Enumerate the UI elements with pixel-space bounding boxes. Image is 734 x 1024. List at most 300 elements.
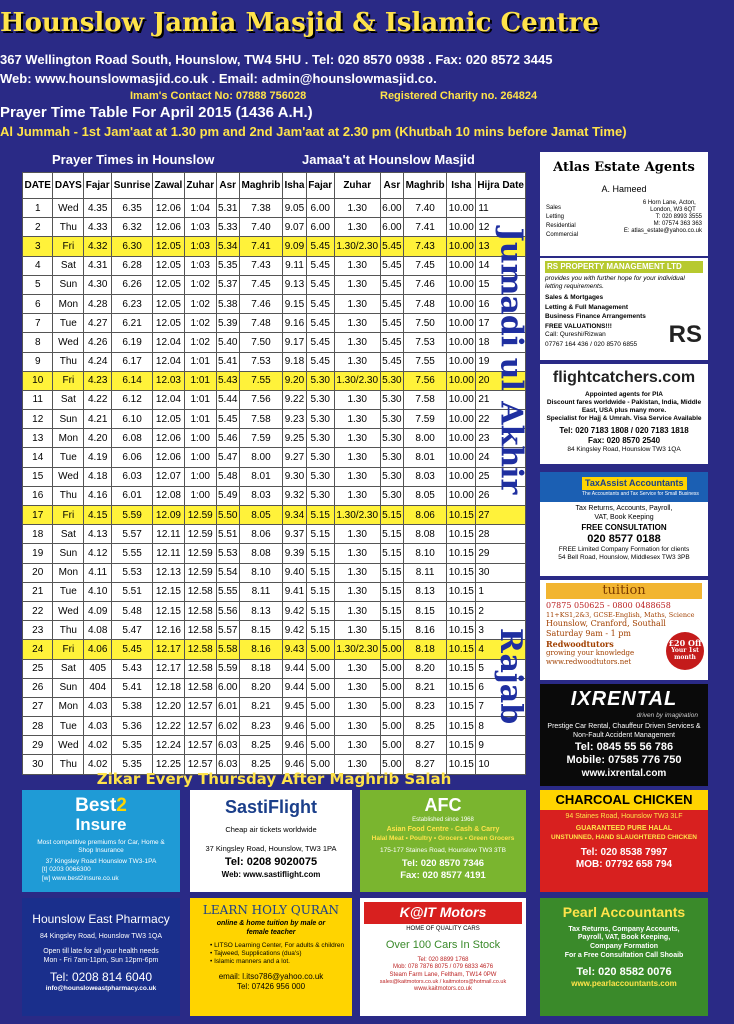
ad-afc-tel: Tel: 020 8570 7346 (401, 858, 485, 869)
ad-flight-address: 84 Kingsley Road, Hounslow TW3 1QA (567, 445, 681, 453)
table-cell: 4.24 (84, 352, 112, 371)
table-cell: 12.04 (153, 333, 185, 352)
ad-sastiflight[interactable] (190, 790, 352, 892)
table-cell: 26 (23, 678, 53, 697)
table-cell: 12.04 (153, 390, 185, 409)
table-cell: 12.59 (184, 563, 216, 582)
ad-pearl-name: Pearl Accountants (562, 904, 686, 920)
table-cell: 1.30 (334, 256, 380, 275)
table-cell: Wed (53, 601, 84, 620)
table-cell: 5.30 (380, 448, 403, 467)
table-cell: 10.15 (447, 755, 476, 774)
table-cell: 1:03 (184, 218, 216, 237)
table-cell: 1:00 (184, 467, 216, 486)
table-cell: 8.01 (404, 448, 447, 467)
table-cell: 7.38 (239, 199, 282, 218)
table-cell: 11 (23, 390, 53, 409)
ad-pharmacy-hours: Mon - Fri 7am-11pm, Sun 12pm-6pm (43, 956, 159, 964)
table-cell: 9.32 (283, 486, 307, 505)
ad-taxassist-address: 54 Bell Road, Hounslow, Middlesex TW3 3PB (558, 554, 690, 562)
table-row (23, 314, 526, 333)
table-cell: 9.27 (283, 448, 307, 467)
column-header: Hijra Date (476, 173, 526, 199)
table-cell: 10.00 (447, 352, 476, 371)
table-cell: 8.20 (239, 678, 282, 697)
table-cell: 5.30 (306, 429, 334, 448)
ad-atlas-name: Atlas Estate Agents (553, 160, 695, 175)
table-cell: 12.15 (153, 582, 185, 601)
ad-quran-tel: Tel: 07426 956 000 (236, 981, 306, 991)
table-cell: 6.32 (112, 218, 153, 237)
table-cell: 1:01 (184, 371, 216, 390)
table-cell: 8 (23, 333, 53, 352)
table-cell: 5.53 (112, 563, 153, 582)
table-cell: 10.15 (447, 525, 476, 544)
ad-atlas-items (546, 200, 578, 240)
table-row (23, 429, 526, 448)
table-cell: 8.25 (239, 755, 282, 774)
table-cell: 13 (476, 237, 526, 256)
table-cell: 10.00 (447, 486, 476, 505)
table-cell: 6.00 (306, 199, 334, 218)
table-cell: 12.06 (153, 448, 185, 467)
ad-best2insure-tag: Most competitive premiums for Car, Home & Shop Insurance (37, 839, 165, 855)
table-cell: 7.50 (239, 333, 282, 352)
table-cell: 1.30 (334, 601, 380, 620)
table-cell: 12.05 (153, 275, 185, 294)
table-cell: 5.49 (216, 486, 239, 505)
table-cell: 10.15 (447, 582, 476, 601)
table-cell: 1:03 (184, 237, 216, 256)
table-cell: 5.15 (380, 506, 403, 525)
table-cell: 8.21 (239, 697, 282, 716)
table-cell: 6.03 (112, 467, 153, 486)
table-cell: 2 (476, 601, 526, 620)
table-row (23, 640, 526, 659)
table-cell: 4.31 (84, 256, 112, 275)
table-cell: 1.30 (334, 678, 380, 697)
table-cell: 5.30 (380, 429, 403, 448)
table-cell: 5.00 (306, 678, 334, 697)
table-cell: 5.30 (306, 390, 334, 409)
table-cell: 12.05 (153, 237, 185, 256)
ad-best2insure-name2: 2 (116, 795, 127, 816)
ad-ixrental-web: www.ixrental.com (581, 768, 667, 780)
ad-kit-name: K@IT Motors (364, 902, 522, 924)
table-cell: 5.45 (380, 275, 403, 294)
table-cell: 10.00 (447, 390, 476, 409)
table-cell: Wed (53, 736, 84, 755)
table-cell: 4.08 (84, 621, 112, 640)
list-item: Commercial (546, 231, 579, 238)
table-row (23, 199, 526, 218)
table-cell: Sat (53, 390, 84, 409)
table-cell: 30 (476, 563, 526, 582)
table-cell: 8.06 (239, 525, 282, 544)
table-row (23, 294, 526, 313)
column-header: Fajar (306, 173, 334, 199)
table-cell: 9 (476, 736, 526, 755)
table-cell: 10.15 (447, 678, 476, 697)
table-cell: 5.45 (380, 314, 403, 333)
table-cell: 10.00 (447, 294, 476, 313)
ad-flightcatchers[interactable] (540, 364, 708, 464)
table-cell: 5.15 (380, 621, 403, 640)
table-cell: 1.30 (334, 582, 380, 601)
ad-sasti-address: 37 Kingsley Road, Hounslow, TW3 1PA (205, 843, 337, 853)
table-cell: 5.45 (380, 237, 403, 256)
table-row (23, 697, 526, 716)
table-cell: 10.15 (447, 697, 476, 716)
table-cell: 4.03 (84, 717, 112, 736)
table-cell: Tue (53, 314, 84, 333)
table-cell: 1.30 (334, 352, 380, 371)
ad-afc-items: Halal Meat • Poultry • Grocers • Green Grocers (371, 834, 515, 842)
ad-charcoal-chicken[interactable] (540, 790, 708, 892)
ad-kait-motors[interactable] (360, 898, 526, 1016)
list-item: • Islamic manners and a lot. (210, 957, 290, 965)
table-cell: 5.50 (216, 506, 239, 525)
table-cell: 8.27 (404, 755, 447, 774)
table-cell: 5.38 (216, 294, 239, 313)
table-cell: 5.53 (216, 544, 239, 563)
table-cell: 1.30/2.30 (334, 506, 380, 525)
table-cell: 4.11 (84, 563, 112, 582)
table-cell: 9.09 (283, 237, 307, 256)
ad-afc-desc: Asian Food Centre - Cash & Carry (386, 826, 500, 833)
ad-tuition-web: www.redwoodtutors.net (546, 658, 632, 667)
table-cell: 4.20 (84, 429, 112, 448)
table-cell: 1:02 (184, 314, 216, 333)
table-cell: 24 (23, 640, 53, 659)
table-cell: 3 (476, 621, 526, 640)
table-cell: 5.37 (216, 275, 239, 294)
table-cell: 12.08 (153, 486, 185, 505)
table-cell: 5.00 (380, 697, 403, 716)
ad-taxassist-lines (540, 505, 708, 523)
ad-flight-tel: Tel: 020 7183 1808 / 020 7183 1818 (559, 425, 689, 435)
table-cell: 7 (23, 314, 53, 333)
table-cell: 5.00 (380, 736, 403, 755)
table-cell: 7.56 (404, 371, 447, 390)
table-row (23, 390, 526, 409)
table-cell: 8.15 (239, 621, 282, 640)
ad-atlas-estate[interactable] (540, 152, 708, 256)
table-cell: Tue (53, 448, 84, 467)
table-cell: Mon (53, 563, 84, 582)
table-cell: 12.58 (184, 659, 216, 678)
table-cell: 12.04 (153, 352, 185, 371)
table-cell: 12.06 (153, 429, 185, 448)
table-cell: 10.15 (447, 563, 476, 582)
table-cell: 5.45 (306, 275, 334, 294)
table-cell: 1:01 (184, 390, 216, 409)
ad-pharmacy-name: Hounslow East Pharmacy (32, 912, 170, 926)
table-cell: 5.00 (380, 717, 403, 736)
ad-pharmacy[interactable] (22, 898, 180, 1016)
ad-learn-quran[interactable] (190, 898, 352, 1016)
table-cell: 8.21 (404, 678, 447, 697)
list-item: Letting (546, 213, 565, 220)
list-item: Tax Returns, Accounts, Payroll, (575, 505, 673, 512)
prayer-time-table (22, 172, 529, 775)
ad-charcoal-mob: MOB: 07792 658 794 (575, 859, 673, 871)
table-cell: Sun (53, 275, 84, 294)
table-row (23, 621, 526, 640)
table-cell: 9.44 (283, 659, 307, 678)
ad-tuition-offer-badge (666, 632, 704, 670)
table-cell: 7.46 (404, 275, 447, 294)
table-cell: 1.30/2.30 (334, 640, 380, 659)
table-cell: 6.12 (112, 390, 153, 409)
table-cell: 6.01 (112, 486, 153, 505)
ad-afc-fax: Fax: 020 8577 4191 (400, 869, 486, 881)
table-cell: 16 (476, 294, 526, 313)
list-item: VAT, Book Keeping (594, 513, 654, 521)
table-cell: 7.50 (404, 314, 447, 333)
ad-atlas-mob: M: 07574 363 363 (653, 221, 702, 228)
column-header: Zawal (153, 173, 185, 199)
table-cell: 4.02 (84, 755, 112, 774)
list-item: • LITSO Learning Center, For adults & children (210, 941, 345, 949)
table-cell: 4.18 (84, 467, 112, 486)
table-cell: 9.42 (283, 621, 307, 640)
table-cell: 5.45 (380, 294, 403, 313)
table-cell: 7.45 (239, 275, 282, 294)
table-cell: 12.57 (184, 755, 216, 774)
table-cell: 5.38 (112, 697, 153, 716)
table-cell: Tue (53, 582, 84, 601)
list-item: Residential (546, 222, 576, 229)
table-cell: 5.30 (306, 371, 334, 390)
table-cell: 9.34 (283, 506, 307, 525)
table-cell: 5.48 (216, 467, 239, 486)
table-cell: 7.48 (239, 314, 282, 333)
table-cell: 18 (476, 333, 526, 352)
ad-kit-web: www.kaitmotors.co.uk (413, 986, 473, 993)
ad-kit-tag: HOME OF QUALITY CARS (406, 925, 480, 932)
timetable-title: Prayer Time Table For April 2015 (1436 A.H.) (0, 104, 313, 121)
table-cell: 8.00 (239, 448, 282, 467)
table-cell: 5.56 (216, 601, 239, 620)
table-cell: 15 (23, 467, 53, 486)
table-cell: 5.30 (306, 486, 334, 505)
table-cell: Fri (53, 640, 84, 659)
table-cell: 9.46 (283, 717, 307, 736)
table-cell: 7.43 (239, 256, 282, 275)
table-cell: 1.30 (334, 525, 380, 544)
table-cell: 12.59 (184, 544, 216, 563)
ad-tuition-tag: growing your knowledge (546, 649, 635, 658)
table-cell: 7.58 (239, 410, 282, 429)
table-cell: 1 (23, 199, 53, 218)
column-header: Isha (447, 173, 476, 199)
table-cell: 20 (476, 371, 526, 390)
table-cell: 12.59 (184, 525, 216, 544)
table-cell: 8.11 (404, 563, 447, 582)
table-cell: 8.08 (404, 525, 447, 544)
table-cell: 9.22 (283, 390, 307, 409)
table-cell: 1:02 (184, 333, 216, 352)
table-cell: 5.31 (216, 199, 239, 218)
table-cell: 11 (476, 199, 526, 218)
table-cell: 7.53 (404, 333, 447, 352)
table-cell: 405 (84, 659, 112, 678)
table-cell: 7 (476, 697, 526, 716)
column-header: Zuhar (184, 173, 216, 199)
table-cell: 21 (23, 582, 53, 601)
table-cell: 16 (23, 486, 53, 505)
table-cell: 1.30 (334, 467, 380, 486)
list-item: Sales (546, 204, 562, 211)
table-cell: 9.05 (283, 199, 307, 218)
table-cell: 1.30 (334, 275, 380, 294)
ad-best2insure[interactable] (22, 790, 180, 892)
table-cell: 3 (23, 237, 53, 256)
table-row (23, 659, 526, 678)
table-cell: 8.01 (239, 467, 282, 486)
ad-atlas-person: A. Hameed (601, 184, 647, 195)
table-cell: 29 (476, 544, 526, 563)
table-cell: 5.46 (216, 429, 239, 448)
ad-kit-address: Steam Farm Lane, Feltham, TW14 0PW (389, 971, 497, 978)
list-item: Business Finance Arrangements (545, 313, 646, 321)
table-cell: 5.35 (112, 755, 153, 774)
table-cell: 14 (23, 448, 53, 467)
table-row (23, 371, 526, 390)
table-cell: 9.43 (283, 640, 307, 659)
table-cell: 10.15 (447, 601, 476, 620)
ad-best2insure-address: 37 Kingsley Road Hounslow TW3-1PA (45, 858, 157, 866)
table-cell: 5.40 (216, 333, 239, 352)
table-cell: 4.26 (84, 333, 112, 352)
table-cell: 8.27 (404, 736, 447, 755)
list-item: • Tajweed, Supplications (dua's) (210, 949, 302, 957)
ad-afc[interactable] (360, 790, 526, 892)
table-cell: Mon (53, 429, 84, 448)
table-cell: 8.10 (404, 544, 447, 563)
ad-taxassist[interactable] (540, 472, 708, 576)
section-label-masjid: Jamaa't at Hounslow Masjid (302, 152, 475, 167)
table-cell: 6 (476, 678, 526, 697)
charity-number: Registered Charity no. 264824 (380, 90, 538, 102)
table-cell: 9.20 (283, 371, 307, 390)
ad-afc-name: AFC (424, 795, 462, 815)
ad-rs-property[interactable] (540, 258, 708, 360)
hijri-month-label-1 (490, 215, 530, 535)
table-cell: 6.30 (112, 237, 153, 256)
table-cell: 6.35 (112, 199, 153, 218)
table-cell: 8.03 (239, 486, 282, 505)
column-header: Asr (380, 173, 403, 199)
table-cell: 5.44 (216, 390, 239, 409)
table-cell: 10.15 (447, 544, 476, 563)
ad-taxassist-name: TaxAssist Accountants (582, 477, 687, 490)
table-cell: 10.00 (447, 429, 476, 448)
table-cell: 12.06 (153, 218, 185, 237)
table-cell: Fri (53, 506, 84, 525)
table-cell: 5.55 (112, 544, 153, 563)
table-cell: 7.45 (404, 256, 447, 275)
ad-quran-email: email: l.itso786@yahoo.co.uk (218, 971, 324, 981)
ad-flight-name: flightcatchers.com (552, 369, 696, 386)
table-cell: 1.30 (334, 563, 380, 582)
table-cell: 7.55 (239, 371, 282, 390)
table-row (23, 237, 526, 256)
hijri-month-text: Jumadi ul Akhir (493, 227, 529, 495)
table-cell: 5.48 (112, 601, 153, 620)
table-cell: 5.59 (216, 659, 239, 678)
table-row (23, 544, 526, 563)
ad-pearl-accountants[interactable] (540, 898, 708, 1016)
table-cell: 5.45 (380, 352, 403, 371)
table-cell: 9.18 (283, 352, 307, 371)
table-cell: 5.00 (380, 659, 403, 678)
table-cell: 10.00 (447, 467, 476, 486)
ad-best2insure-logo (22, 796, 180, 834)
list-item: Tax Returns, Company Accounts, (568, 925, 680, 933)
ad-ixrental[interactable] (540, 684, 708, 786)
ad-charcoal-address: 94 Staines Road, Hounslow TW3 3LF (565, 813, 683, 821)
table-cell: 5.45 (380, 256, 403, 275)
table-cell: Thu (53, 352, 84, 371)
list-item: FREE VALUATIONS!!! (545, 322, 612, 330)
table-cell: 6.19 (112, 333, 153, 352)
table-cell: 5.39 (216, 314, 239, 333)
table-cell: 29 (23, 736, 53, 755)
ad-kit-tel: Tel: 020 8899 1768 (417, 956, 469, 963)
table-cell: 12.05 (153, 410, 185, 429)
table-cell: 8.08 (239, 544, 282, 563)
table-cell: 5.15 (380, 525, 403, 544)
table-cell: 5.41 (216, 352, 239, 371)
column-header: Fajar (84, 173, 112, 199)
column-header: DATE (23, 173, 53, 199)
table-cell: 6.17 (112, 352, 153, 371)
ad-taxassist-free: FREE CONSULTATION (581, 522, 667, 532)
table-cell: 5.00 (306, 697, 334, 716)
table-row (23, 678, 526, 697)
ad-sasti-name: SastiFlight (224, 797, 317, 817)
table-cell: 8.05 (239, 506, 282, 525)
table-cell: 404 (84, 678, 112, 697)
table-cell: 5.47 (112, 621, 153, 640)
table-cell: 10.15 (447, 659, 476, 678)
table-cell: 9.07 (283, 218, 307, 237)
table-cell: 10.15 (447, 640, 476, 659)
ad-sasti-tel: Tel: 0208 9020075 (224, 856, 318, 869)
table-cell: 1.30 (334, 697, 380, 716)
table-cell: 25 (476, 467, 526, 486)
table-cell: 9.16 (283, 314, 307, 333)
table-cell: 12.58 (184, 640, 216, 659)
table-cell: 1.30/2.30 (334, 237, 380, 256)
table-cell: 10 (476, 755, 526, 774)
ad-tuition-areas: Hounslow, Cranford, Southall (546, 619, 666, 629)
table-cell: 22 (23, 601, 53, 620)
table-cell: 8.25 (239, 736, 282, 755)
ad-tuition[interactable] (540, 580, 708, 680)
table-row (23, 601, 526, 620)
table-cell: 9.42 (283, 601, 307, 620)
table-cell: 5.30 (306, 448, 334, 467)
list-item: Company Formation (589, 943, 659, 950)
table-cell: 5.00 (306, 640, 334, 659)
ad-charcoal-name: CHARCOAL CHICKEN (540, 790, 708, 810)
table-cell: Sat (53, 256, 84, 275)
table-cell: 10.00 (447, 333, 476, 352)
table-cell: 15 (476, 275, 526, 294)
